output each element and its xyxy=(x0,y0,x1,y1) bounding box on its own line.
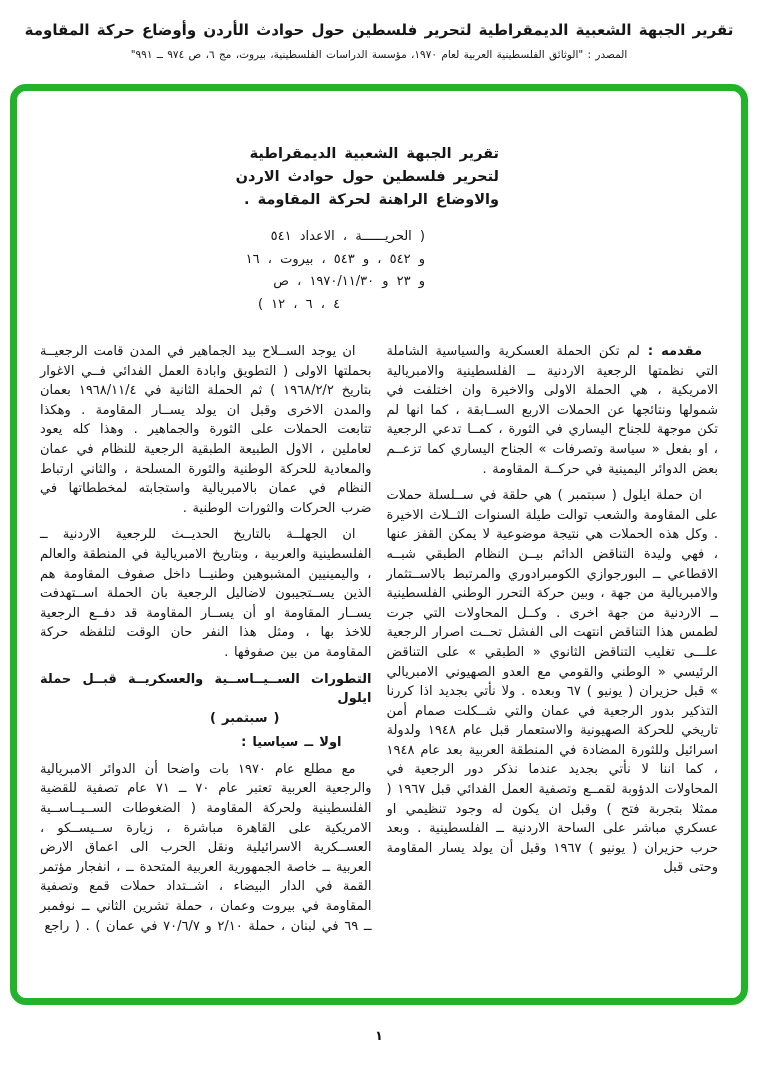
paragraph: ان الجهلــة بالتاريخ الحديــث للرجعية الاردنية ــ الفلسطينية والعربية ، وبتاريخ الامبريالية في المنطقة والعالم ، واليمينيين المشبوهين وطنيــا داخل صفوف المقاومة هم الذين يســتجيبون لاضاليل الرجعية بان الحملة اســتهدفت يســار المقاومة او أن يســار المقاومة قد دفــع الرجعية للاخذ بها ، ومثل هذا النفر حان الوقت لتلفظه حركة المقاومة من بين صفوفها . xyxy=(40,527,372,660)
reference-line: ( الحريــــــة ، الاعداد ٥٤١ xyxy=(270,229,425,244)
inner-document-title: تقرير الجبهة الشعبية الديمقراطية لتحرير فلسطين حول حوادث الاردن والاوضاع الراهنة لحركة المقاومة . xyxy=(235,146,499,208)
document-header-title: تقرير الجبهة الشعبية الديمقراطية لتحرير فلسطين حول حوادث الأردن وأوضاع حركة المقاومة xyxy=(24,21,734,39)
paragraph-lead: مقدمه : xyxy=(639,344,702,359)
section-heading-line: ( سبتمبر ) xyxy=(210,710,280,726)
section-heading-line: التطورات الســيــاســية والعسكريــة قبــل حملة ايلول xyxy=(40,671,372,707)
document-source-line: المصدر : "الوثائق الفلسطينية العربية لعام ١٩٧٠، مؤسسة الدراسات الفلسطينية، بيروت، مج ٦، ص ٩٧٤ ــ ٩٩١" xyxy=(130,49,628,61)
subsection-heading: اولا ــ سياسيا : xyxy=(241,735,342,751)
reference-line: و ٢٣ و ١٩٧٠/١١/٣٠ ، ص xyxy=(273,274,425,289)
document-header xyxy=(0,0,758,61)
document-frame xyxy=(10,84,748,1005)
paragraph: ان حملة ايلول ( سبتمبر ) هي حلقة في ســلسلة حملات على المقاومة والشعب توالت طيلة السنوات الثــلاث الاخيرة . وكل هذه الحملات هي نتيجة موضوعية لا يمكن القفز عنها ، فهي وليدة التناقض الدائم بيــن النظام الطبقي شبــه الاقطاعي ــ البورجوازي الكومبرادوري والمرتبط بالاســتثمار والامبريالية من جهة ، وبين حركة التحرر الوطني الفلسطينية ــ الاردنية من جهة اخرى . وكــل المحاولات التي جرت لطمس هذا التناقض انتهت الى الفشل تحــت اصرار الرجعية علـــى تغليب التناقض الثانوي « الطبقي » على التناقض الرئيسي « الوطني والقومي مع العدو الصهيوني الامبريالي » قبل حزيران ( يونيو ) ٦٧ وبعده . ولا نأتي بجديد اذا كررنا التذكير بدور الرجعية في عمان والتي شــكلت صمام أمن تاريخي للحركة الصهيونية والاستعمار قبل عام ١٩٤٨ ولدولة اسرائيل وللثورة المضادة في المنطقة العربية بعد عام ١٩٤٨ ، كما اننا لا نأتي بجديد عندما نذكر دور الرجعية في المحاولات الدؤوبة لقمــع وتصفية العمل الفدائي قبل ١٩٦٧ ( ممثلا بتجربة فتح ) وقبل ان يكون له وجود تنظيمي او عسكري مباشر على الساحة الاردنية ــ الفلسطينية . وبعد حرب حزيران ( يونيو ) ١٩٦٧ وقبل أن يولد يسار المقاومة وحتى قبل xyxy=(386,488,719,876)
reference-line: و ٥٤٢ ، و ٥٤٣ ، بيروت ، ١٦ xyxy=(245,251,425,267)
column-right xyxy=(387,342,719,943)
paragraph: مع مطلع عام ١٩٧٠ بات واضحا أن الدوائر الامبريالية والرجعية العربية تعتبر عام ٧٠ ــ ٧١ عام تصفية للقضية الفلسطينية ولحركة المقاومة ( الضغوطات الســيــاســية الامريكية على القاهرة مباشرة ، زيارة ســيســكو ، العســكرية الاسرائيلية ونقل الحرب الى اعماق الارض العربية ــ خاصة الجمهورية العربية المتحدة ــ ، انفجار مؤتمر القمة في الدار البيضاء ، اشــتداد حملات قمع وتصفية المقاومة في بيروت وعمان ، حملة تشرين الثاني ــ نوفمبر ــ ٦٩ في لبنان ، حملة ٢/١٠ و ٧٠/٦/٧ في عمان ) . ( راجع xyxy=(40,761,372,934)
column-left xyxy=(40,342,372,943)
body-columns xyxy=(40,342,718,943)
page-number: ١ xyxy=(375,1029,383,1044)
paragraph: مقدمه : لم تكن الحملة العسكرية والسياسية الشاملة التي نظمتها الرجعية الاردنية ــ الفلسطينية والامبريالية الامريكية ، هي الحملة الاولى والاخيرة وان اختلفت في شمولها ونتائجها عن الحملات الاربع الســابقة ، كما انها لم تكن موجهة للجناح اليساري في الثورة ، كمــا تدعي الرجعية ، او بفعل « سياسة وتصرفات » الجناح اليساري كما تزعــم بعض الدوائر اليمينية في حركــة المقاومة . xyxy=(386,344,718,477)
section-heading xyxy=(40,670,372,729)
paragraph: ان يوجد الســلاح بيد الجماهير في المدن قامت الرجعيــة بحملتها الاولى ( التطويق وابادة العمل الفدائي فــي الاغوار بتاريخ ١٩٦٨/٢/٢ ) ثم الحملة الثانية في ١٩٦٨/١١/٤ بعمان والمدن الاخرى وقبل ان يولد يســار المقاومة . وهكذا تتابعت الحملات على الثورة والجماهير . وهذا كله يعود لعاملين ، الاول الطبيعة الطبقية الرجعية للنظام في عمان والمعادية للحركة الوطنية والثورة المسلحة ، والثاني ارتباط النظام في عمان بالامبريالية واستجابته لمخططاتها في ضرب الحركات والثورات الوطنية . xyxy=(40,344,372,516)
reference-block xyxy=(173,226,425,316)
reference-line: ٤ ، ٦ ، ١٢ ) xyxy=(257,296,341,312)
